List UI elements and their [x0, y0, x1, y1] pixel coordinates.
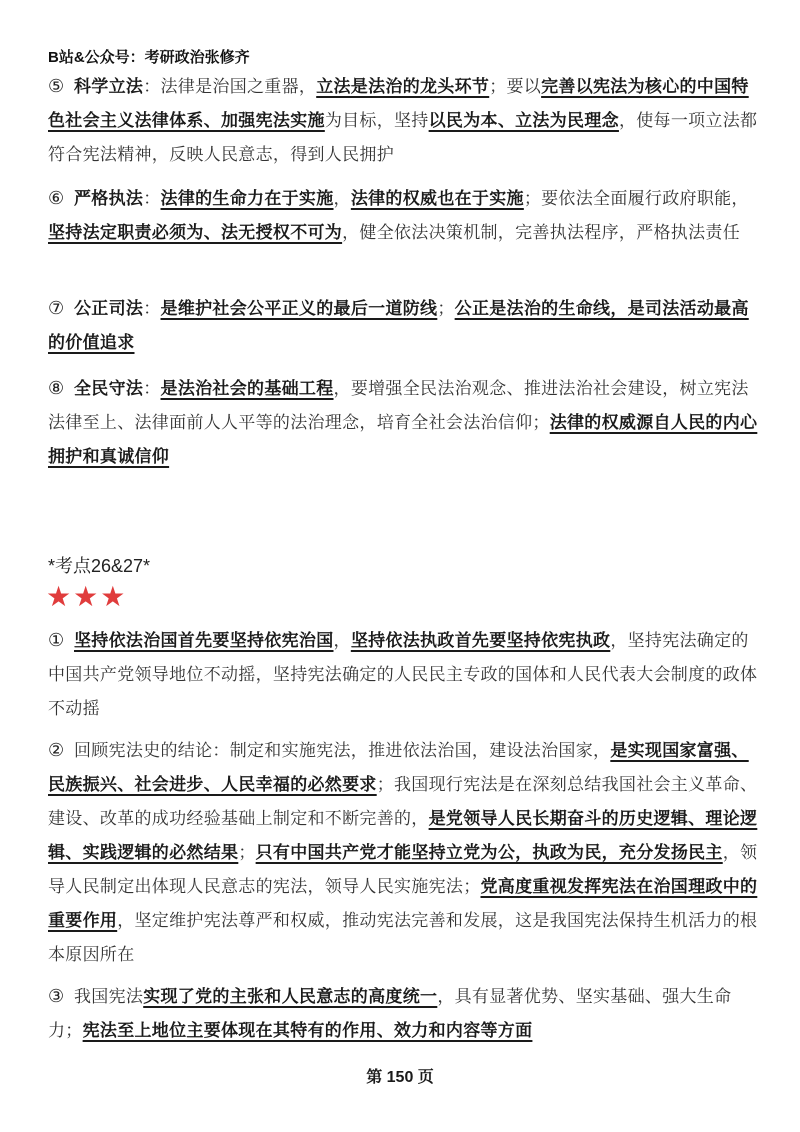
body-text: ： — [143, 189, 161, 209]
bold-term: 全民守法 — [74, 379, 144, 399]
item-number: ① — [48, 630, 65, 651]
body-text: ： — [143, 299, 161, 319]
underlined-key-point: 以民为本、立法为民理念 — [428, 111, 619, 131]
body-text: ： — [143, 379, 161, 399]
body-text: 回顾宪法史的结论：制定和实施宪法，推进依法治国，建设法治国家， — [74, 741, 611, 761]
list-item — [48, 734, 760, 972]
underlined-key-point: 是实现国家富强、民族振兴、社会进步、人民幸福的必然要求 — [48, 741, 749, 795]
body-text: ，坚持宪法确定的中国共产党领导地位不动摇，坚持宪法确定的人民民主专政的国体和人民代表大会制度的政体不动摇 — [48, 631, 758, 719]
page-header: B站&公众号：考研政治张修齐 — [48, 49, 250, 66]
body-text: ；要依法全面履行政府职能， — [523, 189, 749, 209]
list-item — [48, 624, 760, 726]
underlined-key-point: 坚持依法执政首先要坚持依宪执政 — [350, 631, 611, 651]
body-text: ；要以 — [489, 77, 542, 97]
underlined-key-point: 立法是法治的龙头环节 — [316, 77, 490, 97]
underlined-key-point: 坚持法定职责必须为、法无授权不可为 — [48, 223, 343, 243]
body-text: ，要增强全民法治观念、推进法治社会建设，树立宪法法律至上、法律面前人人平等的法治理念，培育全社会法治信仰； — [48, 379, 749, 433]
underlined-key-point: 法律的权威也在于实施 — [350, 189, 524, 209]
list-item — [48, 292, 760, 360]
body-text: 为目标，坚持 — [324, 111, 429, 131]
list-item — [48, 980, 760, 1048]
list-item — [48, 372, 760, 474]
underlined-key-point: 是党领导人民长期奋斗的历史逻辑、理论逻辑、实践逻辑的必然结果 — [48, 809, 758, 863]
underlined-key-point: 坚持依法治国首先要坚持依宪治国 — [74, 631, 334, 651]
body-text: ，坚定维护宪法尊严和权威，推动宪法完善和发展，这是我国宪法保持生机活力的根本原因所在 — [48, 911, 758, 965]
body-text: ，使每一项立法都符合宪法精神，反映人民意志，得到人民拥护 — [48, 111, 758, 165]
underlined-key-point: 宪法至上地位主要体现在其特有的作用、效力和内容等方面 — [82, 1021, 533, 1041]
underlined-key-point: 完善以宪法为核心的中国特色社会主义法律体系、加强宪法实施 — [48, 77, 749, 131]
body-text: ， — [333, 631, 351, 651]
underlined-key-point: 实现了党的主张和人民意志的高度统一 — [143, 987, 438, 1007]
underlined-key-point: 是法治社会的基础工程 — [160, 379, 334, 399]
item-number: ② — [48, 740, 65, 761]
underlined-key-point: 是维护社会公平正义的最后一道防线 — [160, 299, 438, 319]
body-text: ； — [437, 299, 455, 319]
underlined-key-point: 公正是法治的生命线，是司法活动最高的价值追求 — [48, 299, 749, 353]
body-text: ：法律是治国之重器， — [143, 77, 317, 97]
page-number: 第 150 页 — [366, 1069, 434, 1086]
body-text: ，具有显著优势、坚实基础、强大生命力； — [48, 987, 732, 1041]
underlined-key-point: 党高度重视发挥宪法在治国理政中的重要作用 — [48, 877, 758, 931]
body-text: ， — [333, 189, 351, 209]
body-text: ，领导人民制定出体现人民意志的宪法，领导人民实施宪法； — [48, 843, 758, 897]
section-tag: *考点26&27* — [48, 556, 151, 576]
item-number: ⑥ — [48, 188, 65, 209]
body-text: ，健全依法决策机制，完善执法程序，严格执法责任 — [342, 223, 741, 243]
bold-term: 严格执法 — [74, 189, 144, 209]
star-rating: ★★★ — [46, 580, 128, 613]
underlined-key-point: 法律的生命力在于实施 — [160, 189, 334, 209]
item-number: ③ — [48, 986, 65, 1007]
bold-term: 公正司法 — [74, 299, 144, 319]
underlined-key-point: 法律的权威源自人民的内心拥护和真诚信仰 — [48, 413, 758, 467]
list-item — [48, 182, 760, 250]
item-number: ⑦ — [48, 298, 65, 319]
list-item — [48, 70, 760, 172]
item-number: ⑤ — [48, 76, 65, 97]
body-text: ； — [238, 843, 256, 863]
body-text: ；我国现行宪法是在深刻总结我国社会主义革命、建设、改革的成功经验基础上制定和不断完善的， — [48, 775, 758, 829]
underlined-key-point: 只有中国共产党才能坚持立党为公，执政为民，充分发扬民主 — [255, 843, 723, 863]
body-text: 我国宪法 — [74, 987, 144, 1007]
bold-term: 科学立法 — [74, 77, 144, 97]
item-number: ⑧ — [48, 378, 65, 399]
